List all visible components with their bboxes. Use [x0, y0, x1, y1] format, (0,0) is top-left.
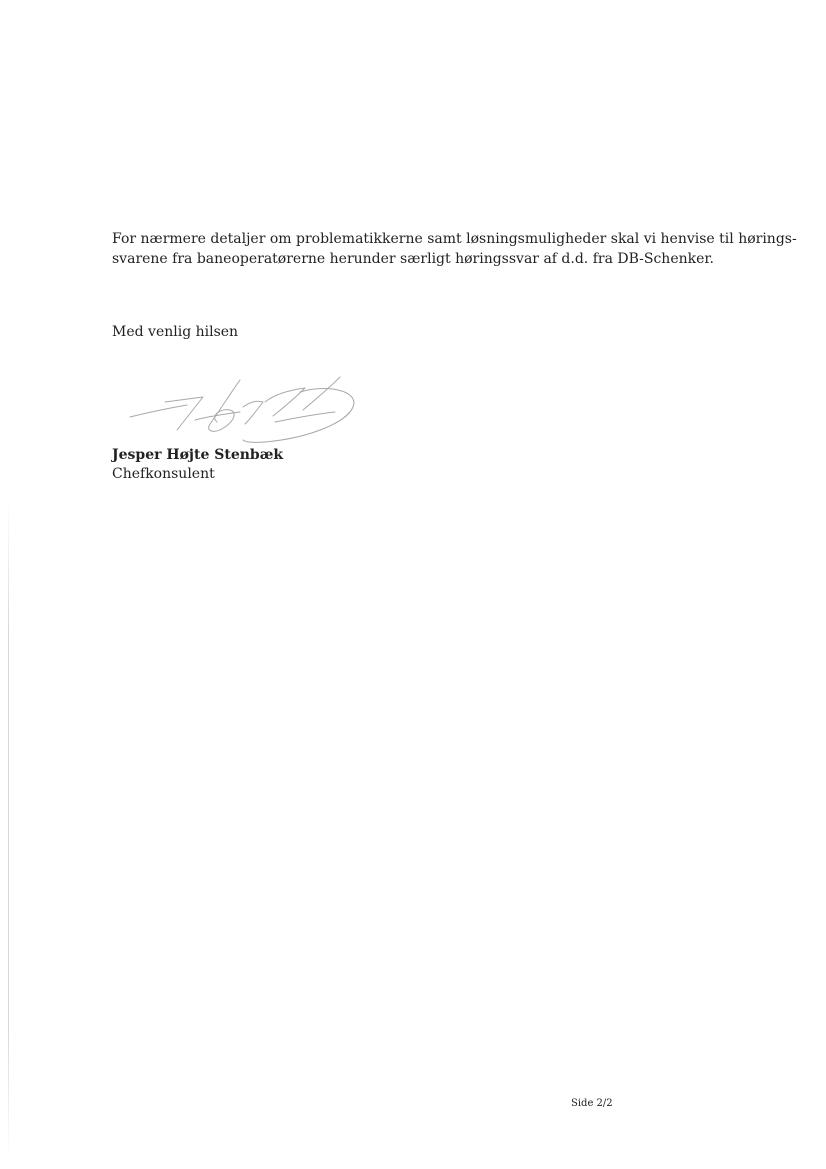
page-number: Side 2/2: [571, 1098, 613, 1109]
paragraph-line-2: svarene fra baneoperatørerne herunder særligt høringssvar af d.d. fra DB-Schenker.: [112, 251, 714, 267]
closing-greeting: Med venlig hilsen: [112, 324, 239, 340]
signature-icon: [125, 372, 360, 447]
scan-edge-line: [8, 500, 9, 1160]
signer-name: Jesper Højte Stenbæk: [112, 447, 284, 463]
signer-title: Chefkonsulent: [112, 466, 215, 482]
paragraph-line-1: For nærmere detaljer om problematikkerne samt løsningsmuligheder skal vi henvise til hørings-: [112, 231, 797, 247]
body-paragraph: [112, 229, 797, 269]
